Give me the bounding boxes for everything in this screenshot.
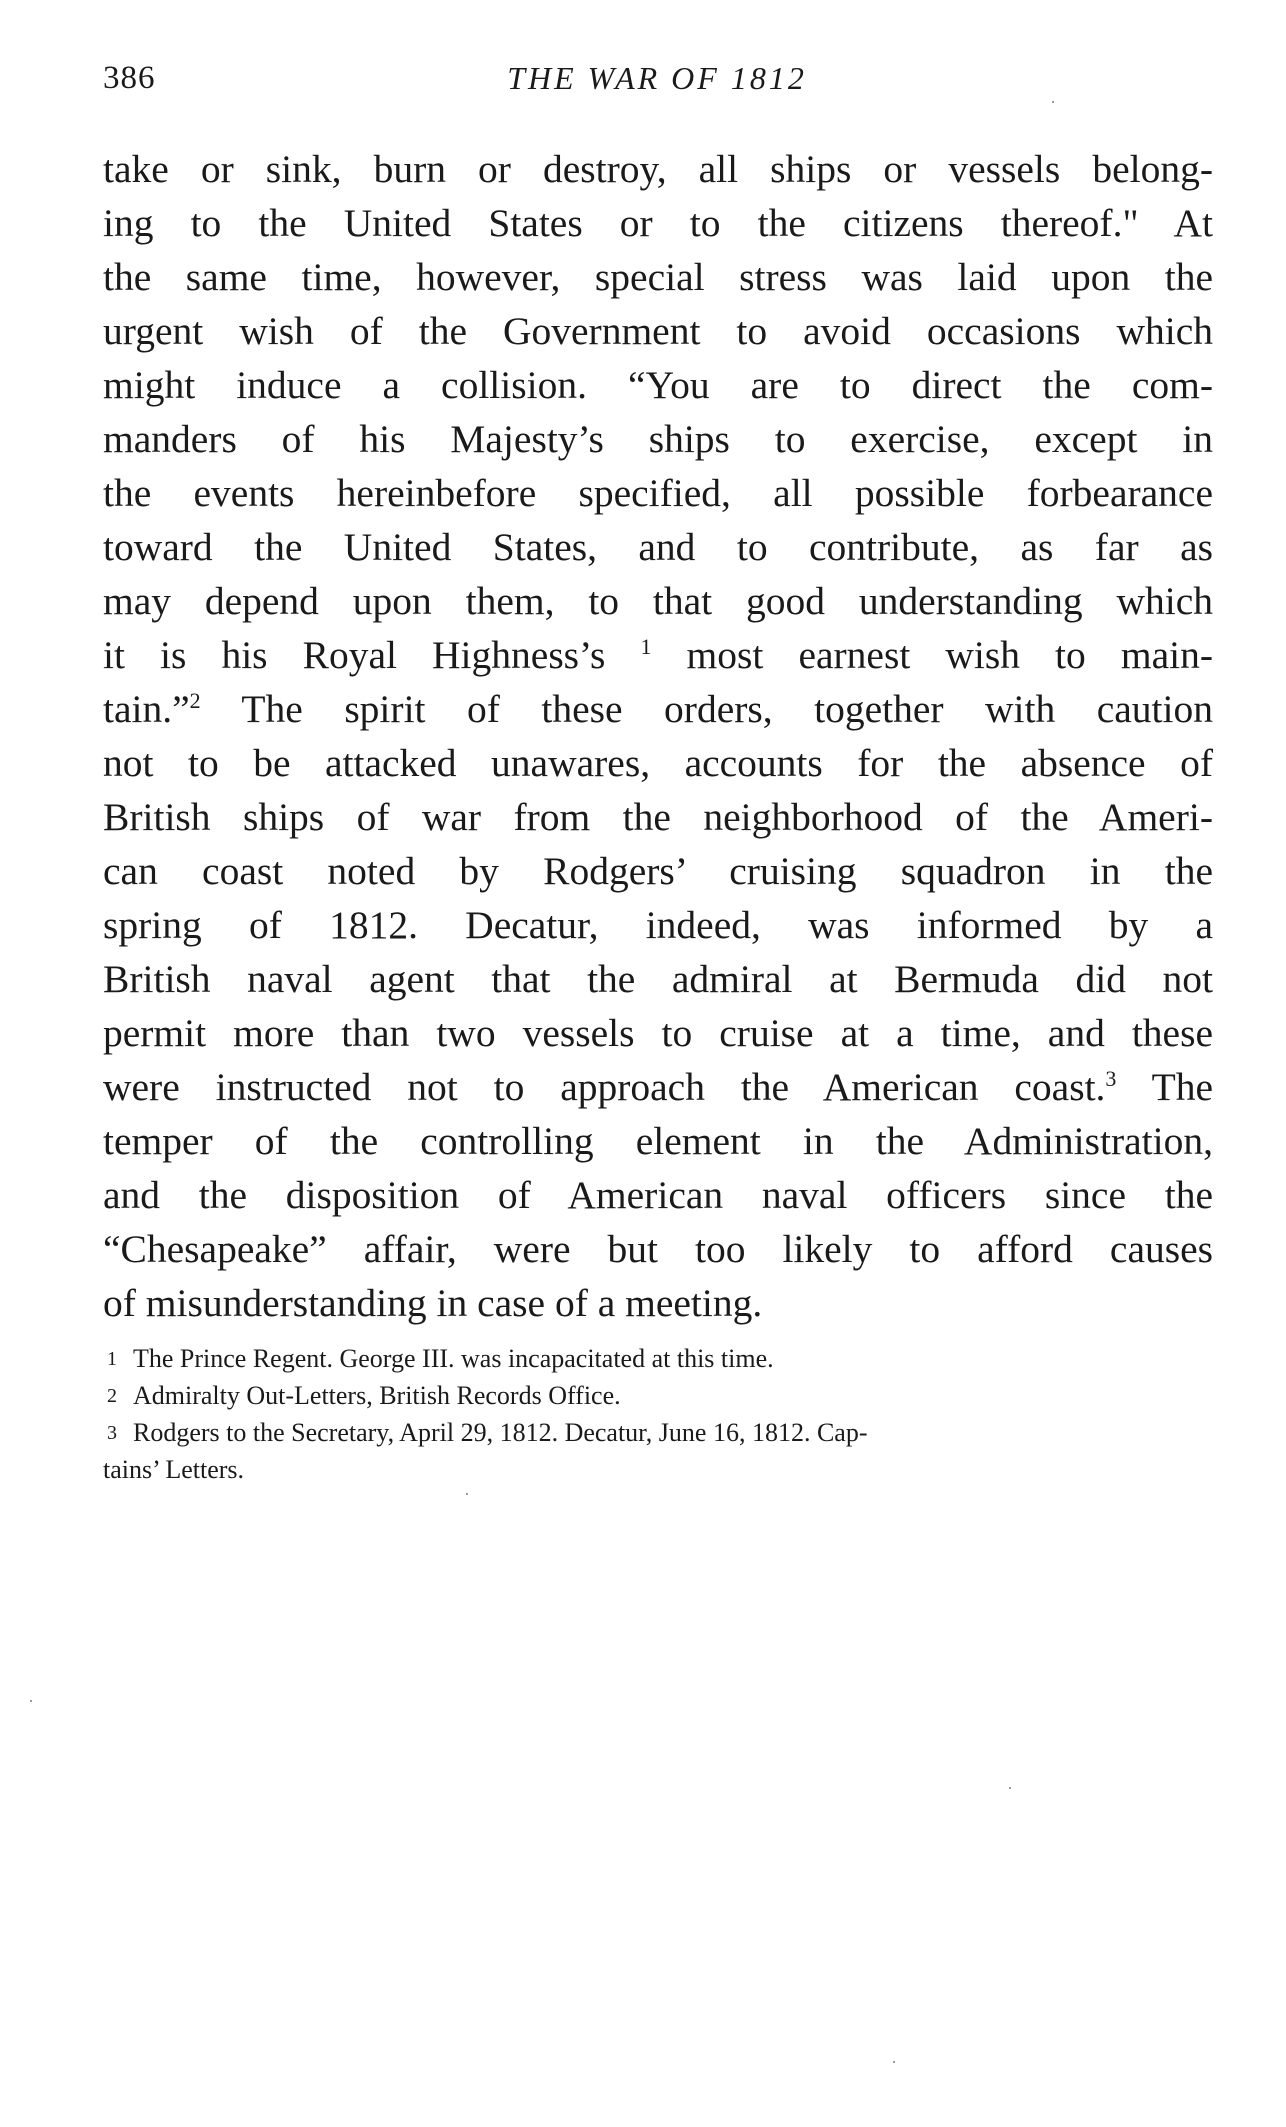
footnote-text: Rodgers to the Secretary, April 29, 1812. Decatur, June 16, 1812. Cap- xyxy=(133,1418,868,1447)
text-line: may depend upon them, to that good understanding which xyxy=(103,579,1213,623)
text-line: “Chesapeake” affair, were but too likely to afford causes xyxy=(103,1227,1213,1271)
footnote-text: The Prince Regent. George III. was incapacitated at this time. xyxy=(133,1344,774,1373)
text-line: the events hereinbefore specified, all possible forbearance xyxy=(103,471,1213,515)
footnote xyxy=(103,1377,1213,1414)
running-title: THE WAR OF 1812 xyxy=(507,60,807,96)
footnote xyxy=(103,1414,1213,1451)
text-line: British naval agent that the admiral at Bermuda did not xyxy=(103,957,1213,1001)
footnote-ref-3: 3 xyxy=(1105,1066,1117,1091)
paper-speck xyxy=(1052,101,1054,103)
text-line: toward the United States, and to contribute, as far as xyxy=(103,525,1213,569)
text-line: permit more than two vessels to cruise at a time, and these xyxy=(103,1011,1213,1055)
body-text xyxy=(103,142,1213,1330)
text-line xyxy=(103,1060,1213,1114)
footnote-continuation xyxy=(103,1451,1213,1488)
line-segment: tain.” xyxy=(103,687,190,731)
paper-speck xyxy=(893,2061,895,2063)
text-line: can coast noted by Rodgers’ cruising squadron in the xyxy=(103,849,1213,893)
text-line: manders of his Majesty’s ships to exercise, except in xyxy=(103,417,1213,461)
text-line: take or sink, burn or destroy, all ships or vessels belong- xyxy=(103,147,1213,191)
paper-speck xyxy=(1009,1787,1011,1789)
footnote-ref-1: 1 xyxy=(640,634,652,659)
page-number: 386 xyxy=(103,60,156,96)
text-line: urgent wish of the Government to avoid occasions which xyxy=(103,309,1213,353)
line-segment: were instructed not to approach the American coast. xyxy=(103,1065,1106,1109)
line-segment: it is his Royal Highness’s xyxy=(103,633,606,677)
footnote-ref-2: 2 xyxy=(189,688,201,713)
text-line: might induce a collision. “You are to direct the com- xyxy=(103,363,1213,407)
text-line: British ships of war from the neighborhood of the Ameri- xyxy=(103,795,1213,839)
text-line: and the disposition of American naval officers since the xyxy=(103,1173,1213,1217)
text-line: temper of the controlling element in the Administration, xyxy=(103,1119,1213,1163)
footnote-text: Admiralty Out-Letters, British Records Office. xyxy=(133,1381,621,1410)
text-line: the same time, however, special stress was laid upon the xyxy=(103,255,1213,299)
footnotes xyxy=(103,1340,1213,1488)
text-line xyxy=(103,682,1213,736)
running-head xyxy=(103,60,1211,110)
paper-speck xyxy=(30,1700,32,1702)
text-line: not to be attacked unawares, accounts for the absence of xyxy=(103,741,1213,785)
line-segment: most earnest wish to main- xyxy=(651,633,1213,677)
line-segment: The xyxy=(1116,1065,1213,1109)
text-line: spring of 1812. Decatur, indeed, was informed by a xyxy=(103,903,1213,947)
text-line: of misunderstanding in case of a meeting. xyxy=(103,1281,763,1325)
footnote-mark: 3 xyxy=(107,1422,117,1444)
paper-speck xyxy=(466,1493,468,1495)
line-segment: The spirit of these orders, together with caution xyxy=(200,687,1213,731)
text-line: ing to the United States or to the citizens thereof." At xyxy=(103,201,1213,245)
footnote xyxy=(103,1340,1213,1377)
text-line xyxy=(103,628,1213,682)
footnote-mark: 2 xyxy=(107,1385,117,1407)
footnote-mark: 1 xyxy=(107,1348,117,1370)
footnote-text: tains’ Letters. xyxy=(103,1455,245,1484)
